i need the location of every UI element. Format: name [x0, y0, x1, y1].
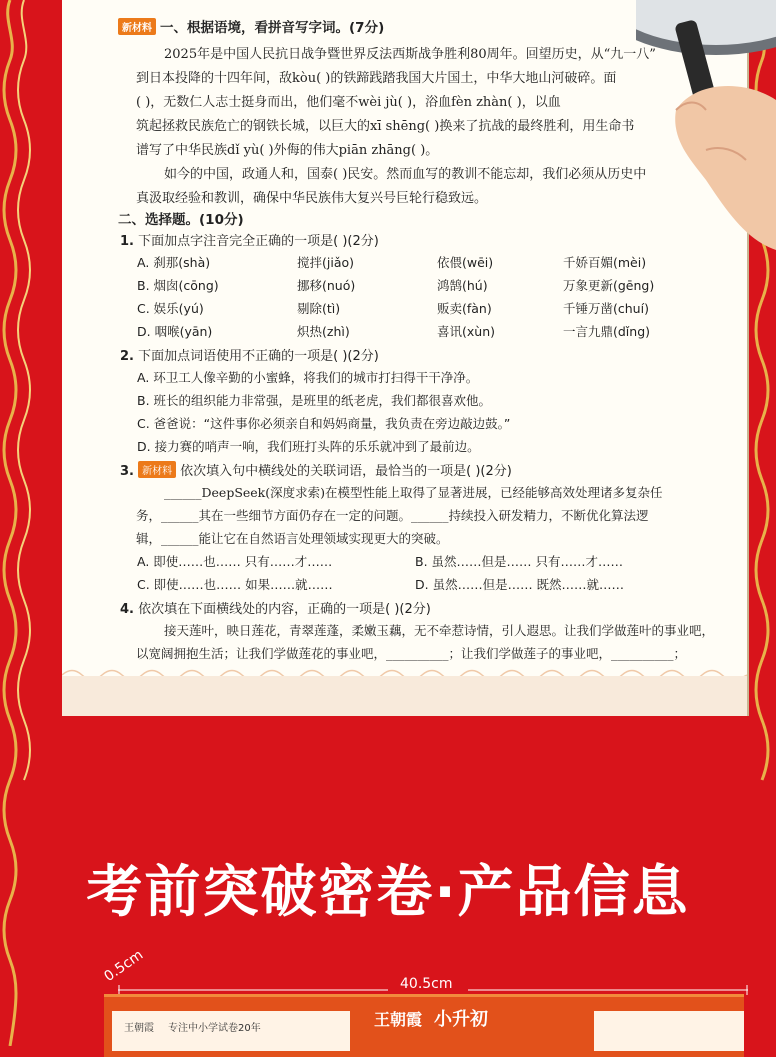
section1-line: 如今的中国，政通人和，国泰( )民安。然而血写的教训不能忘却，我们必须从历史中 [164, 167, 647, 182]
q1-option-cell: 喜讯(xùn) [437, 324, 495, 339]
question-3 [120, 460, 512, 479]
q1-option-cell: 挪移(nuó) [297, 278, 356, 293]
question-number: 1. [120, 234, 134, 249]
product-info-title: 考前突破密卷·产品信息 [86, 860, 690, 925]
q1-option-cell: B. 烟囱(cōng) [137, 278, 219, 293]
section1-line: 2025年是中国人民抗日战争暨世界反法西斯战争胜利80周年。回望历史，从“九一八” [164, 47, 656, 62]
section1-line: 真汲取经验和教训，确保中华民族伟大复兴号巨轮行稳致远。 [136, 191, 488, 206]
book-product-image [104, 994, 744, 1057]
q1-option-cell: C. 娱乐(yú) [137, 301, 204, 316]
q3-option: C. 即使……也…… 如果……就…… [137, 577, 333, 592]
q3-option: B. 虽然……但是…… 只有……才…… [415, 554, 623, 569]
q2-option: C. 爸爸说：“这件事你必须亲自和妈妈商量，我负责在旁边敲边鼓。” [137, 416, 511, 431]
q3-option: A. 即使……也…… 只有……才…… [137, 554, 333, 569]
question-stem: 下面加点词语使用不正确的一项是( )(2分) [138, 349, 379, 364]
q1-option-cell: D. 咽喉(yān) [137, 324, 213, 339]
q1-option-cell: 搅拌(jiǎo) [297, 255, 355, 270]
paper-bottom-band [62, 676, 747, 716]
section1-line: ( )，无数仁人志士挺身而出，他们毫不wèi jù( )，浴血fèn zhàn( )，以血 [136, 95, 561, 110]
q3-option: D. 虽然……但是…… 既然……就…… [415, 577, 625, 592]
q1-option-cell: 依偎(wēi) [437, 255, 494, 270]
new-material-badge: 新材料 [138, 461, 176, 478]
section1-heading: 一、根据语境，看拼音写字词。(7分) [160, 20, 385, 36]
book-title: 小升初 [434, 1009, 488, 1030]
q3-passage-line: ______DeepSeek(深度求索)在模型性能上取得了显著进展，已经能够高效处理诸多复杂任 [164, 485, 663, 500]
question-1 [120, 230, 379, 249]
q4-passage-line: 接天莲叶，映日莲花，青翠莲蓬，柔嫩玉藕，无不牵惹诗情，引人遐思。让我们学做莲叶的事业吧， [164, 623, 715, 638]
section2-heading: 二、选择题。(10分) [118, 212, 244, 228]
section1-heading-row [118, 16, 384, 36]
q2-option: D. 接力赛的哨声一响，我们班打头阵的乐乐就冲到了最前边。 [137, 439, 480, 454]
q1-option-cell: 贩卖(fàn) [437, 301, 492, 316]
q1-option-cell: 一言九鼎(dǐng) [563, 324, 651, 339]
q3-passage-line: 辑，______能让它在自然语言处理领域实现更大的突破。 [136, 531, 449, 546]
q2-option: A. 环卫工人像辛勤的小蜜蜂，将我们的城市打扫得干干净净。 [137, 370, 479, 385]
q1-option-cell: 剔除(tì) [297, 301, 341, 316]
q1-option-cell: 炽热(zhì) [297, 324, 350, 339]
book-tagline: 专注中小学试卷20年 [168, 1023, 261, 1034]
question-2 [120, 345, 379, 364]
hand-magnifier-illustration [636, 0, 776, 250]
q2-option: B. 班长的组织能力非常强，是班里的纸老虎，我们都很喜欢他。 [137, 393, 492, 408]
q1-option-cell: 万象更新(gēng) [563, 278, 655, 293]
question-number: 3. [120, 464, 134, 479]
book-brand: 王朝霞 [124, 1023, 154, 1034]
question-4 [120, 598, 431, 617]
book-spine-label [112, 1011, 350, 1051]
new-material-badge: 新材料 [118, 18, 156, 35]
section1-line: 谱写了中华民族dǐ yù( )外侮的伟大piān zhāng( )。 [136, 143, 439, 158]
question-stem: 依次填入句中横线处的关联词语，最恰当的一项是( )(2分) [180, 464, 512, 479]
question-number: 4. [120, 602, 134, 617]
q1-option-cell: 千娇百媚(mèi) [563, 255, 647, 270]
q1-option-cell: A. 刹那(shà) [137, 255, 211, 270]
book-width-label: 40.5cm [400, 976, 453, 992]
section1-line: 到日本投降的十四年间，敌kòu( )的铁蹄践踏我国大片国土，中华大地山河破碎。面 [136, 71, 617, 86]
question-stem: 下面加点字注音完全正确的一项是( )(2分) [138, 234, 379, 249]
question-number: 2. [120, 349, 134, 364]
q4-passage-line: 以宽阔拥抱生活；让我们学做莲花的事业吧，__________；让我们学做莲子的事业吧，__________； [136, 646, 687, 661]
question-stem: 依次填在下面横线处的内容，正确的一项是( )(2分) [138, 602, 431, 617]
book-side-panel [594, 1011, 744, 1051]
section1-line: 筑起拯救民族危亡的钢铁长城，以巨大的xī shēng( )换来了抗战的最终胜利，用生命书 [136, 119, 635, 134]
book-brand-logo: 王朝霞 [374, 1010, 423, 1029]
book-thickness-label: 0.5cm [101, 946, 147, 986]
q1-option-cell: 鸿鹄(hú) [437, 278, 488, 293]
q3-passage-line: 务，______其在一些细节方面仍存在一定的问题。______持续投入研发精力，不断优化算法逻 [136, 508, 649, 523]
q1-option-cell: 千锤万凿(chuí) [563, 301, 649, 316]
